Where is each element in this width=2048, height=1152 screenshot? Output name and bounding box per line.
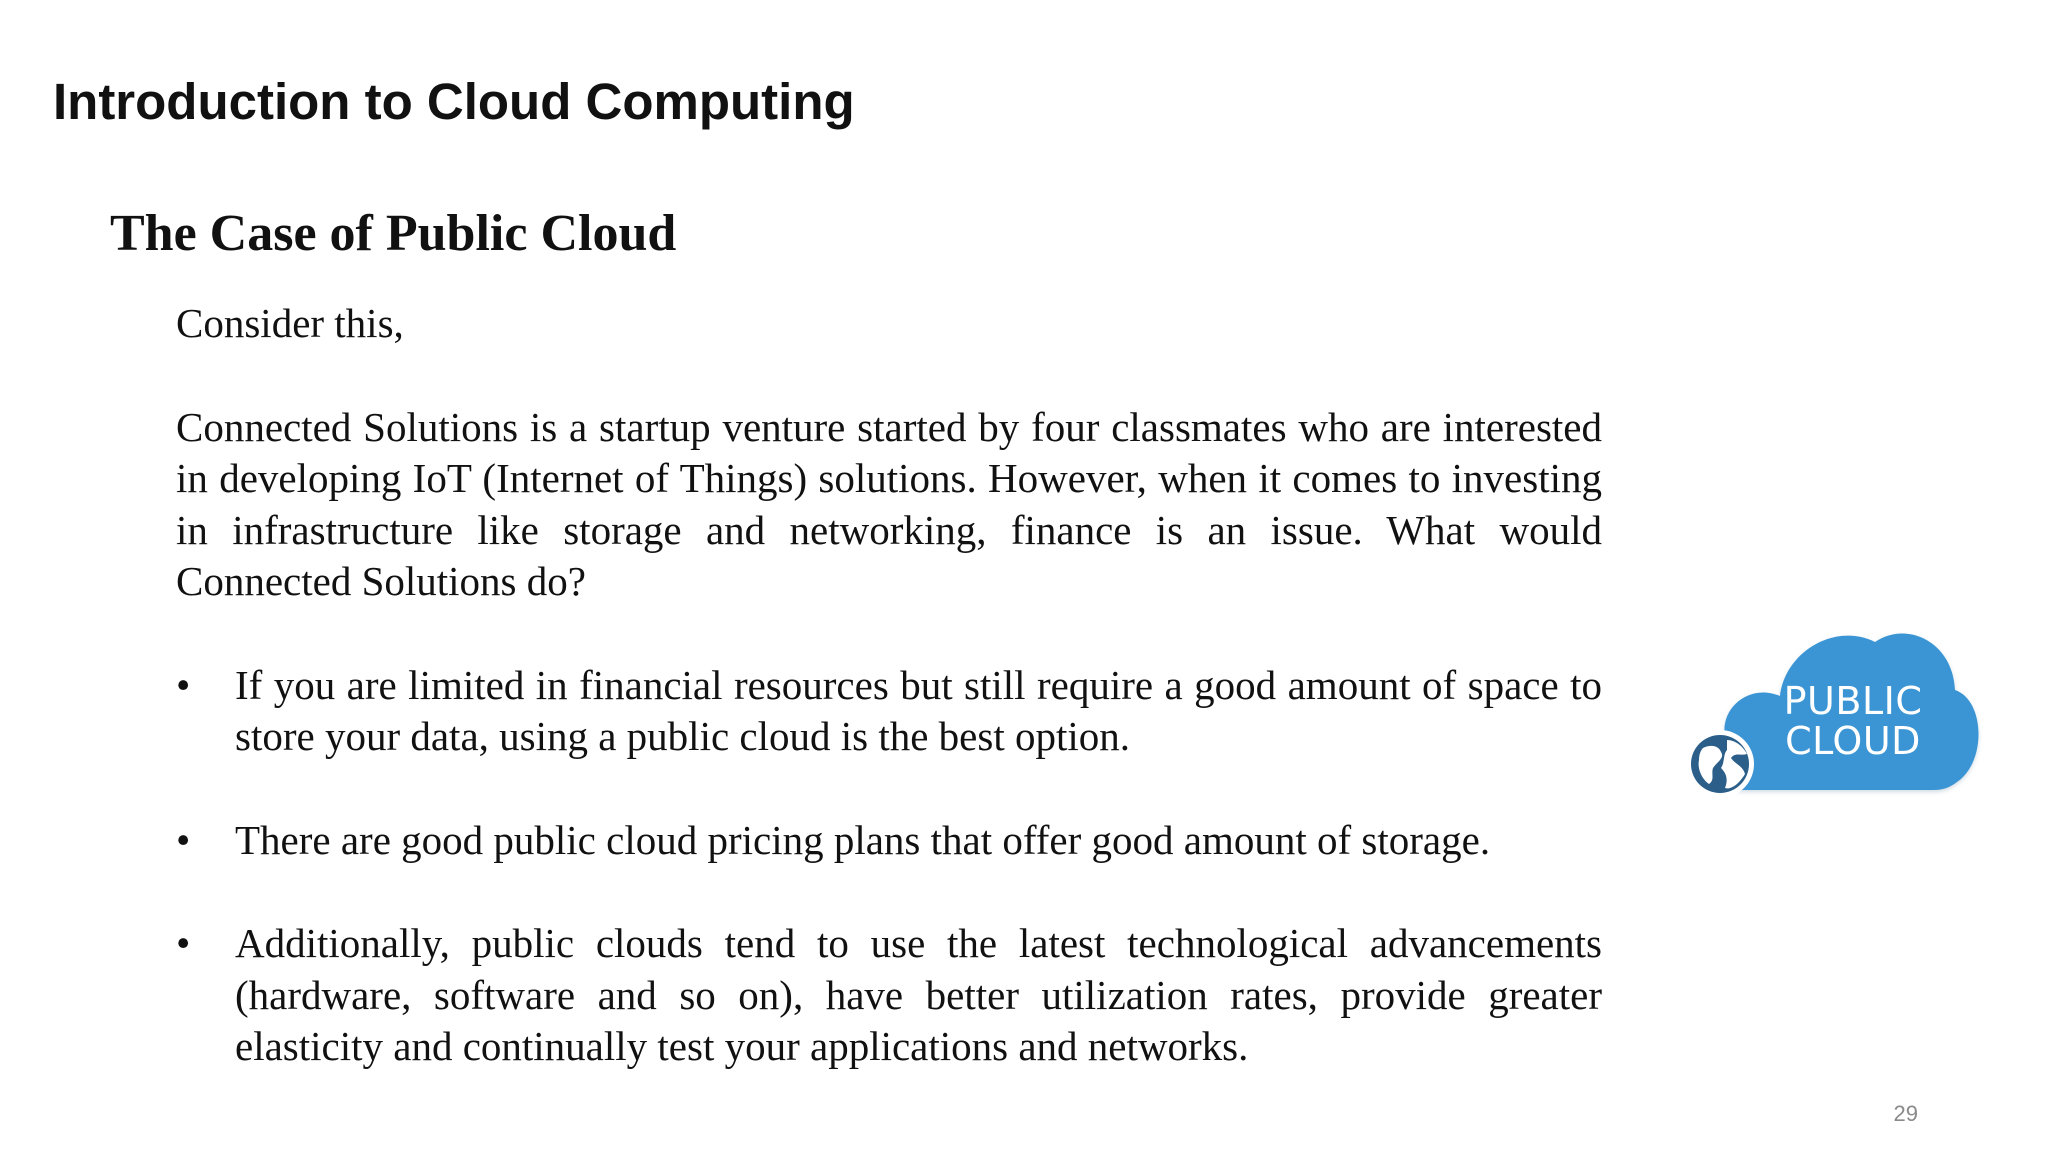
cloud-label-line1: PUBLIC — [1783, 679, 1923, 723]
bullet-marker: • — [176, 920, 191, 966]
intro-text: Consider this, — [176, 300, 404, 346]
bullet-item — [176, 918, 1602, 1073]
cloud-label-line2: CLOUD — [1785, 719, 1921, 763]
bullet-item — [176, 815, 1602, 867]
bullet-text: There are good public cloud pricing plans that offer good amount of storage. — [235, 816, 1491, 863]
bullet-text: Additionally, public clouds tend to use the latest technological advancements (hardware, software and so on), have better utilization rates, provide greater elasticity and continually test your applications and networks. — [235, 920, 1602, 1069]
body-paragraph: Connected Solutions is a startup venture started by four classmates who are interested in developing IoT (Internet of Things) solutions. However, when it comes to investing in infrastructure like storage and networking, finance is an issue. What would Connected Solutions do? — [176, 403, 1602, 604]
slide-title: Introduction to Cloud Computing — [53, 73, 855, 130]
bullet-marker: • — [176, 661, 191, 708]
bullet-item — [176, 660, 1602, 763]
page-number: 29 — [1893, 1101, 1918, 1126]
bullet-marker: • — [176, 816, 191, 863]
public-cloud-badge — [1685, 612, 1985, 802]
bullet-list — [176, 660, 1602, 1073]
section-subtitle: The Case of Public Cloud — [110, 205, 677, 262]
slide-content — [176, 298, 1602, 1073]
globe-icon — [1686, 730, 1754, 798]
bullet-text: If you are limited in financial resources but still require a good amount of space to store your data, using a public cloud is the best option. — [235, 661, 1602, 759]
